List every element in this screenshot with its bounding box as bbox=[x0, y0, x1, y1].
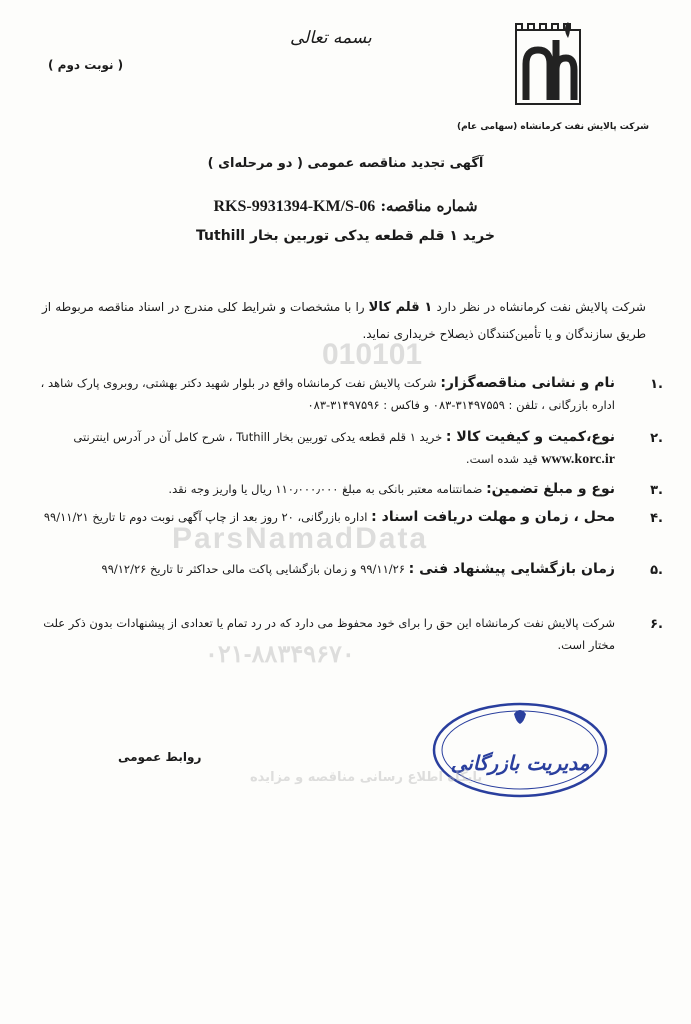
official-stamp bbox=[430, 700, 610, 800]
intro-highlight: ۱ قلم کالا bbox=[368, 300, 433, 315]
item-label: نوع،کمیت و کیفیت کالا : bbox=[445, 429, 615, 445]
item-text-2: قید شده است. bbox=[465, 452, 538, 466]
purchase-title: خرید ۱ قلم قطعه یدکی توربین بخار Tuthill bbox=[196, 228, 495, 244]
item-text: اداره بازرگانی، ۲۰ روز بعد از چاپ آگهی نوبت دوم تا تاریخ ۹۹/۱۱/۲۱ bbox=[43, 510, 368, 524]
company-logo bbox=[512, 20, 584, 116]
list-item bbox=[38, 506, 663, 554]
tender-code: RKS-9931394-KM/S-06 bbox=[213, 198, 376, 215]
intro-part1: شرکت پالایش نفت کرمانشاه در نظر دارد bbox=[436, 300, 646, 314]
intro-paragraph bbox=[42, 294, 646, 347]
item-number: .۴ bbox=[650, 511, 663, 526]
list-item bbox=[38, 558, 663, 608]
turn-label: ( نوبت دوم ) bbox=[48, 58, 124, 72]
item-text: ضمانتنامه معتبر بانکی به مبلغ ۱۱۰٫۰۰۰٫۰۰۰ ریال یا واریز وجه نقد. bbox=[168, 482, 483, 496]
intro-part2: را با مشخصات و شرایط کلی مندرج در اسناد مناقصه مربوطه از طریق سازندگان و یا تأمین‌کنندگان ذیصلاح خریداری نماید. bbox=[42, 300, 646, 341]
item-label: نوع و مبلغ تضمین: bbox=[486, 481, 615, 497]
item-number: .۶ bbox=[650, 617, 663, 632]
watermark-portal: پایگاه اطلاع رسانی مناقصه و مزایده bbox=[250, 770, 483, 785]
stamp-text: مدیریت بازرگانی bbox=[450, 751, 590, 775]
public-relations-label: روابط عمومی bbox=[118, 750, 202, 764]
list-item bbox=[38, 372, 663, 422]
tender-label: شماره مناقصه: bbox=[380, 197, 478, 215]
notice-title: آگهی تجدید مناقصه عمومی ( دو مرحله‌ای ) bbox=[207, 156, 484, 171]
item-text: شرکت پالایش نفت کرمانشاه این حق را برای خود محفوظ می دارد که در رد تمام یا تعدادی از پیشنهادات بدون ذکر علت مختار است. bbox=[43, 616, 615, 652]
item-number: .۳ bbox=[650, 483, 663, 498]
tender-number bbox=[0, 197, 691, 216]
item-text: ۹۹/۱۱/۲۶ و زمان بازگشایی پاکت مالی حداکثر تا تاریخ ۹۹/۱۲/۲۶ bbox=[101, 562, 405, 576]
watermark-number: 010101 bbox=[322, 338, 423, 371]
item-number: .۵ bbox=[650, 563, 663, 578]
watermark-brand: ParsNamadData bbox=[172, 522, 429, 555]
item-number: .۲ bbox=[650, 431, 663, 446]
company-logo-caption: شرکت پالایش نفت کرمانشاه (سهامی عام) bbox=[456, 122, 649, 132]
website-link[interactable]: www.korc.ir bbox=[541, 452, 615, 467]
list-item bbox=[38, 612, 663, 658]
item-number: .۱ bbox=[650, 377, 663, 392]
list-item bbox=[38, 478, 663, 502]
item-label: زمان بازگشایی پیشنهاد فنی : bbox=[408, 561, 615, 577]
item-label: نام و نشانی مناقصه‌گزار: bbox=[440, 375, 615, 391]
watermark-phone: ۰۲۱-۸۸۳۴۹۶۷۰ bbox=[205, 641, 355, 668]
item-text: خرید ۱ قلم قطعه یدکی توربین بخار Tuthill ، شرح کامل آن در آدرس اینترنتی bbox=[73, 430, 443, 444]
item-label: محل ، زمان و مهلت دریافت اسناد : bbox=[371, 509, 615, 525]
basmala: بسمه تعالی bbox=[290, 28, 372, 48]
item-text: شرکت پالایش نفت کرمانشاه واقع در بلوار شهید دکتر بهشتی، روبروی پارک شاهد ، اداره بازرگانی ، تلفن : ۳۱۴۹۷۵۵۹-۰۸۳ و فاکس : ۳۱۴۹۷۵۹۶-۰۸۳ bbox=[40, 376, 615, 412]
conditions-list bbox=[38, 372, 663, 662]
list-item bbox=[38, 426, 663, 474]
